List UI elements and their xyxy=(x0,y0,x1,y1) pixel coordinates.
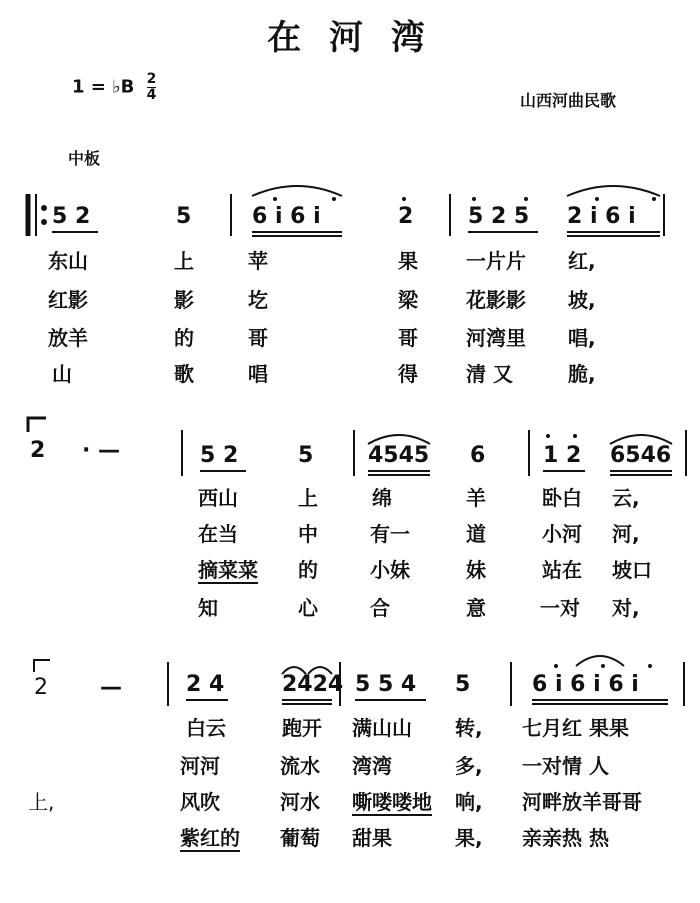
note-group: 2424 xyxy=(282,672,344,697)
lyric: 在当 xyxy=(198,522,238,546)
song-source: 山西河曲民歌 xyxy=(520,91,617,110)
octave-dot xyxy=(554,664,558,668)
note-group: 5 2 xyxy=(52,204,91,229)
lyric: 对, xyxy=(612,596,640,620)
lyric: 云, xyxy=(612,486,640,510)
slur xyxy=(368,435,430,444)
lyric: 河畔放羊哥哥 xyxy=(522,790,642,814)
lyric: 红, xyxy=(568,249,596,273)
lyric: 响, xyxy=(455,790,483,814)
lyric: 上 xyxy=(174,249,194,273)
lyric: 站在 xyxy=(542,558,582,582)
volta-bracket xyxy=(28,418,46,432)
lyric: 绵 xyxy=(372,486,392,510)
slur xyxy=(282,667,306,674)
lyric: 果 xyxy=(398,249,418,273)
lyric: 道 xyxy=(466,522,486,546)
lyric: 多, xyxy=(455,754,483,778)
lyric: 哥 xyxy=(248,326,268,350)
lyric: 哥 xyxy=(398,326,418,350)
note-group: 6 i 6 i xyxy=(252,204,321,229)
lyric: 得 xyxy=(398,362,418,386)
lyric: 知 xyxy=(198,596,218,620)
note-group: 5 xyxy=(455,672,471,697)
octave-dot xyxy=(546,434,550,438)
lyric: 花影影 xyxy=(466,288,526,312)
lyric: 满山山 xyxy=(352,716,412,740)
lyric: 白云 xyxy=(186,716,226,740)
sustain-dash: · — xyxy=(82,438,121,463)
repeat-dot xyxy=(42,220,46,224)
note-group: 2 4 xyxy=(186,672,225,697)
lyric: 的 xyxy=(174,326,194,350)
lyric: 东山 xyxy=(48,249,88,273)
lyric: 的 xyxy=(298,558,318,582)
lyric: 亲亲热 热 xyxy=(522,826,609,850)
lyric: 唱 xyxy=(248,362,268,386)
octave-dot xyxy=(573,434,577,438)
lyric: 清 又 xyxy=(466,362,513,386)
note-group: 6 i 6 i 6 i xyxy=(532,672,639,697)
lyric: 脆, xyxy=(568,362,596,386)
slur xyxy=(308,667,332,674)
lyric: 圪 xyxy=(248,288,268,312)
lyric: 羊 xyxy=(466,486,486,510)
lyric: 一对 xyxy=(540,596,580,620)
lyric: 七月红 果果 xyxy=(522,716,629,740)
lyric: 红影 xyxy=(48,288,88,312)
lyric-underlined: 摘菜菜 xyxy=(198,558,258,582)
lyric-underlined: 紫红的 xyxy=(180,826,240,850)
slur xyxy=(567,186,660,196)
lyric: 有一 xyxy=(370,522,410,546)
lyric: 河河 xyxy=(180,754,220,778)
note-group: 2 xyxy=(398,204,414,229)
note-group: 6 xyxy=(470,443,486,468)
octave-dot xyxy=(402,197,406,201)
note-group: 4545 xyxy=(368,443,430,468)
key-text: 1 = ♭B xyxy=(72,76,135,98)
volta-bracket xyxy=(34,660,50,672)
lyric: 西山 xyxy=(198,486,238,510)
lyric: 中 xyxy=(298,522,318,546)
volta-start: 2 xyxy=(34,675,48,700)
lyric: 梁 xyxy=(398,288,418,312)
note-group: 5 2 5 xyxy=(468,204,530,229)
lyric: 湾湾 xyxy=(352,754,392,778)
lyric: 心 xyxy=(298,596,318,620)
note-group: 6546 xyxy=(610,443,672,468)
lyric: 放羊 xyxy=(48,326,88,350)
note-group: 5 xyxy=(298,443,314,468)
lyric: 上, xyxy=(28,790,55,814)
lyric: 上 xyxy=(298,486,318,510)
lyric: 小河 xyxy=(542,522,582,546)
octave-dot xyxy=(524,197,528,201)
lyric: 意 xyxy=(466,596,486,620)
octave-dot xyxy=(273,197,277,201)
note-group: 5 5 4 xyxy=(355,672,417,697)
lyric: 流水 xyxy=(280,754,320,778)
lyric: 一片片 xyxy=(466,249,526,273)
volta-start: 2 xyxy=(30,438,46,463)
lyric: 一对情 人 xyxy=(522,754,609,778)
lyric: 合 xyxy=(370,596,390,620)
octave-dot xyxy=(595,197,599,201)
lyric: 转, xyxy=(455,716,483,740)
note-group: 5 xyxy=(176,204,192,229)
repeat-dot xyxy=(42,206,46,210)
slur xyxy=(610,435,672,444)
lyric: 歌 xyxy=(174,362,194,386)
slur xyxy=(252,186,342,196)
lyric: 山 xyxy=(52,362,72,386)
lyric: 影 xyxy=(174,288,194,312)
lyric: 河湾里 xyxy=(466,326,526,350)
octave-dot xyxy=(648,664,652,668)
lyric: 甜果 xyxy=(352,826,392,850)
lyric: 河水 xyxy=(280,790,320,814)
tempo-marking: 中板 xyxy=(68,149,101,168)
time-top: 2 xyxy=(146,71,157,87)
lyric: 小妹 xyxy=(370,558,410,582)
octave-dot xyxy=(652,197,656,201)
lyric: 唱, xyxy=(568,326,596,350)
lyric: 果, xyxy=(455,826,483,850)
slur xyxy=(576,656,624,666)
lyric-underlined: 嘶喽喽地 xyxy=(352,790,432,814)
song-title: 在 河 湾 xyxy=(267,18,433,58)
note-group: 2 i 6 i xyxy=(567,204,636,229)
lyric: 卧白 xyxy=(542,486,582,510)
lyric: 跑开 xyxy=(282,716,322,740)
octave-dot xyxy=(601,664,605,668)
lyric: 河, xyxy=(612,522,640,546)
lyric: 苹 xyxy=(248,249,268,273)
octave-dot xyxy=(472,197,476,201)
note-group: 5 2 xyxy=(200,443,239,468)
time-bottom: 4 xyxy=(146,87,157,103)
lyric: 葡萄 xyxy=(280,826,320,850)
octave-dot xyxy=(332,197,336,201)
lyric: 妹 xyxy=(466,558,486,582)
lyric: 风吹 xyxy=(180,790,220,814)
lyric: 坡, xyxy=(568,288,596,312)
lyric: 坡口 xyxy=(612,558,652,582)
sustain-dash: — xyxy=(100,675,122,700)
note-group: 1 2 xyxy=(543,443,582,468)
